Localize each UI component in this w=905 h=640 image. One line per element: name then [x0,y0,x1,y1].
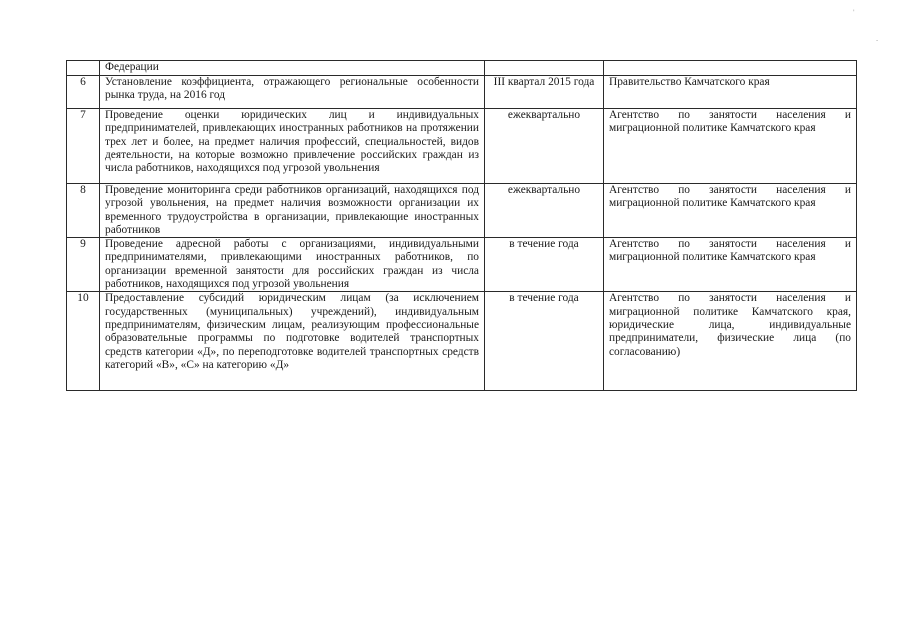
responsible-cell: Агентство по занятости населения и миграционной политике Камчатского края [604,184,857,238]
responsible-cell: Агентство по занятости населения и миграционной политике Камчатского края [604,109,857,184]
table-row [67,76,857,109]
term-cell: в течение года [485,292,604,391]
responsible-cell: Правительство Камчатского края [604,76,857,109]
action-cell: Проведение адресной работы с организациями, индивидуальными предпринимателями, привлекающими иностранных работников, по организации временной занятости для российских граждан из числа работников, находящихся под угрозой увольнения [100,238,485,292]
table-row [67,184,857,238]
row-number-cell: 9 [67,238,100,292]
responsible-cell: Агентство по занятости населения и миграционной политике Камчатского края [604,238,857,292]
row-number-cell: 6 [67,76,100,109]
row-number-cell: 7 [67,109,100,184]
action-cell: Проведение оценки юридических лиц и индивидуальных предпринимателей, привлекающих иностранных работников на протяжении трех лет и более, на предмет наличия профессий, специальностей, видов деятельности, на которые возможно привлечение российских граждан из числа работников, находящихся под угрозой увольнения [100,109,485,184]
table-row [67,238,857,292]
responsible-cell: Агентство по занятости населения и миграционной политике Камчатского края, юридические лица, индивидуальные предприниматели, физические лица (по согласованию) [604,292,857,391]
row-number-cell: 10 [67,292,100,391]
action-plan-table [66,60,857,391]
scan-speck-mark: ' [853,9,855,16]
term-cell: ежеквартально [485,184,604,238]
action-cell: Предоставление субсидий юридическим лицам (за исключением государственных (муниципальных) учреждений), индивидуальным предпринимателям, физическим лицам, реализующим профессиональные образовательные программы по подготовке водителей транспортных средств категории «Д», по переподготовке водителей транспортных средств категорий «В», «С» на категорию «Д» [100,292,485,391]
term-cell: в течение года [485,238,604,292]
action-cell: Федерации [100,61,485,76]
scan-speck-mark: - [876,37,879,44]
action-cell: Проведение мониторинга среди работников организаций, находящихся под угрозой увольнения, на предмет наличия возможности организации их временного трудоустройства в организации, привлекающие иностранных работников [100,184,485,238]
table-row [67,292,857,391]
term-cell [485,61,604,76]
table-row-continuation [67,61,857,76]
responsible-cell [604,61,857,76]
action-cell: Установление коэффициента, отражающего региональные особенности рынка труда, на 2016 год [100,76,485,109]
table-row [67,109,857,184]
row-number-cell: 8 [67,184,100,238]
term-cell: ежеквартально [485,109,604,184]
term-cell: III квартал 2015 года [485,76,604,109]
row-number-cell [67,61,100,76]
